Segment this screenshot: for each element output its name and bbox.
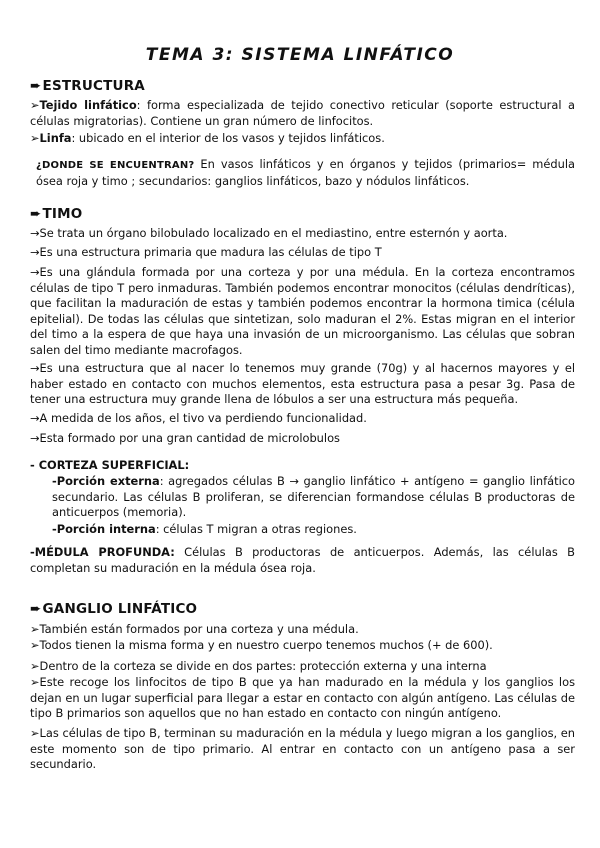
timo-item: →Es una estructura que al nacer lo tenemos muy grande (70g) y al hacernos mayores y el haber estado en contacto con muchos elementos, esta estructura pasa a pesar 3g. Pasa de tener una estructura muy grande llena de lóbulos a ser una estructura más pequeña. — [30, 361, 575, 406]
timo-item: →Es una estructura primaria que madura las células de tipo T — [30, 245, 382, 259]
timo-item: →A medida de los años, el tivo va perdiendo funcionalidad. — [30, 411, 367, 425]
estructura-tejido-item: ➢Tejido linfático: forma especializada de tejido conectivo reticular (soporte estructural a células migratorias). Contiene un gran número de linfocitos. — [30, 98, 575, 128]
ganglio-item: ➢Las células de tipo B, terminan su maduración en la médula y luego migran a los ganglios, en este momento son de tipo primario. Al entrar en contacto con un antígeno pasa a ser secundario. — [30, 726, 575, 771]
bullet-arrow-icon: ➢ — [30, 98, 40, 112]
corteza-interna-item: -Porción interna: células T migran a otras regiones. — [52, 522, 357, 536]
estructura-donde-paragraph: ¿DONDE SE ENCUENTRAN? En vasos linfáticos y en órganos y tejidos (primarios= médula ósea roja y timo ; secundarios: ganglios linfáticos, bazo y nódulos linfáticos. — [36, 157, 575, 188]
bullet-arrow-icon: ➢ — [30, 131, 40, 145]
small-arrow-icon: → — [30, 265, 40, 279]
section-heading-ganglio: ➨GANGLIO LINFÁTICO — [30, 601, 198, 617]
small-arrow-icon: → — [30, 431, 40, 445]
ganglio-item: ➢También están formados por una corteza y una médula. — [30, 622, 359, 636]
small-arrow-icon: → — [30, 361, 40, 375]
small-arrow-icon: → — [30, 411, 40, 425]
estructura-linfa-item: ➢Linfa: ubicado en el interior de los vasos y tejidos linfáticos. — [30, 131, 385, 145]
timo-item: →Se trata un órgano bilobulado localizado en el mediastino, entre esternón y aorta. — [30, 226, 508, 240]
section-heading-timo: ➨TIMO — [30, 206, 83, 222]
corteza-externa-item: -Porción externa: agregados células B → ganglio linfático + antígeno = ganglio linfático secundario. Las células B proliferan, se diferencian formandose células B productoras de anticuerpos (memoria). — [52, 474, 575, 519]
bullet-arrow-icon: ➢ — [30, 675, 40, 689]
arrow-right-icon: ➨ — [30, 601, 42, 617]
ganglio-item: ➢Dentro de la corteza se divide en dos partes: protección externa y una interna — [30, 659, 487, 673]
section-heading-estructura: ➨ESTRUCTURA — [30, 78, 145, 94]
medula-paragraph: -MÉDULA PROFUNDA: Células B productoras de anticuerpos. Además, las células B completan su maduración en la médula ósea roja. — [30, 545, 575, 575]
corteza-heading: - CORTEZA SUPERFICIAL: — [30, 458, 190, 472]
arrow-right-icon: ➨ — [30, 78, 42, 94]
ganglio-item: ➢Este recoge los linfocitos de tipo B que ya han madurado en la médula y los ganglios los dejan en un lugar superficial para llegar a estar en contacto con algún antígeno. Las células de tipo B primarios son aquellos que no han estado en contacto con ningún antígeno. — [30, 675, 575, 720]
bullet-arrow-icon: ➢ — [30, 726, 40, 740]
small-arrow-icon: → — [30, 245, 40, 259]
small-arrow-icon: → — [30, 226, 40, 240]
bullet-arrow-icon: ➢ — [30, 659, 40, 673]
page-title: TEMA 3: SISTEMA LINFÁTICO — [145, 45, 455, 65]
timo-item: →Es una glándula formada por una corteza y por una médula. En la corteza encontramos células de tipo T pero inmaduras. También podemos encontrar monocitos (células dendríticas), que facilitan la maduración de estas y también podemos encontrar la hormona timica (célula epitelial). De todas las células que sintetizan, solo maduran el 2%. Estas migran en el interior del timo a la espera de que haya una invasión de un microorganismo. Las células que sobran salen del timo mediante macrofagos. — [30, 265, 575, 357]
arrow-right-icon: ➨ — [30, 206, 42, 222]
bullet-arrow-icon: ➢ — [30, 622, 40, 636]
ganglio-item: ➢Todos tienen la misma forma y en nuestro cuerpo tenemos muchos (+ de 600). — [30, 638, 493, 652]
bullet-arrow-icon: ➢ — [30, 638, 40, 652]
timo-item: →Esta formado por una gran cantidad de microlobulos — [30, 431, 340, 445]
